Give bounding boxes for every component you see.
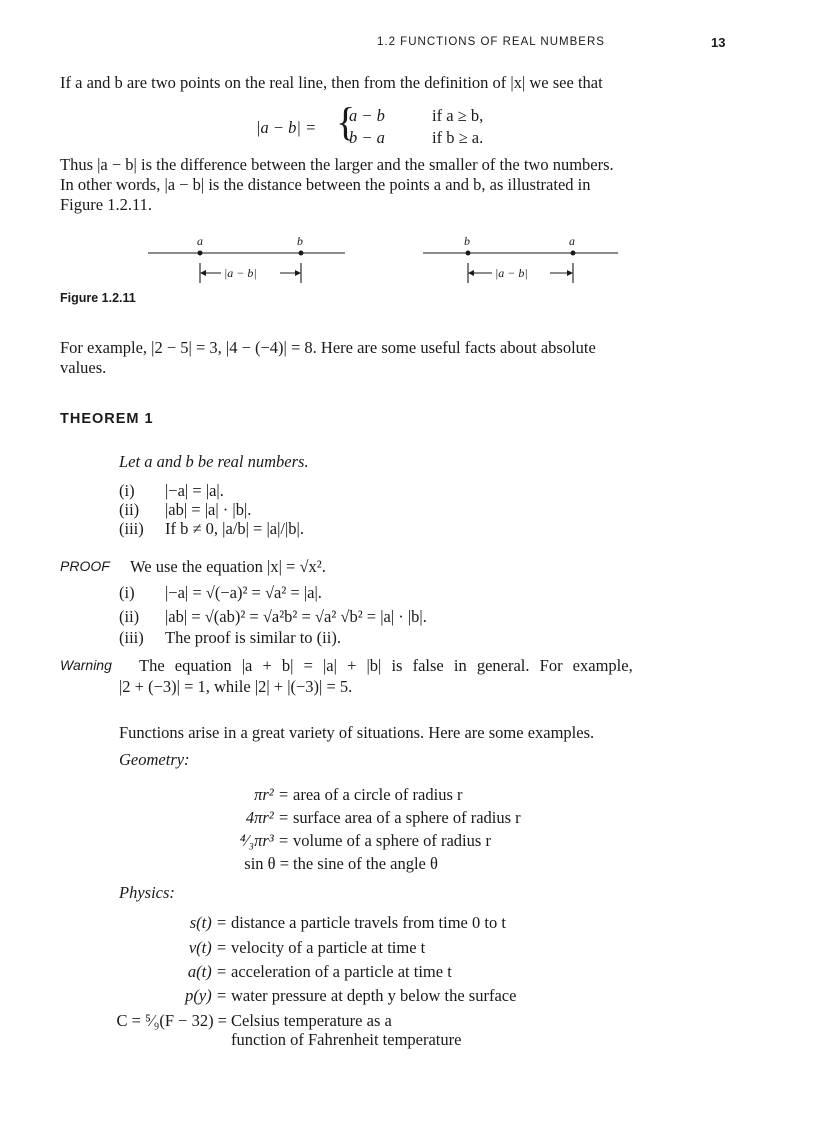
proof-item-text: |−a| = √(−a)² = √a² = |a|. — [165, 583, 322, 602]
left-label-b: b — [297, 234, 303, 248]
physics-lhs: s(t) = — [189, 913, 227, 932]
theorem-item-text: |ab| = |a| · |b|. — [165, 500, 252, 519]
geometry-label: Geometry: — [119, 750, 190, 769]
functions-intro: Functions arise in a great variety of situations. Here are some examples. — [119, 723, 595, 742]
physics-lhs: v(t) = — [188, 938, 227, 957]
right-label-a: a — [569, 234, 575, 248]
theorem-item-num: (i) — [119, 481, 135, 500]
right-distance-label: |a − b| — [495, 266, 528, 280]
left-point-b — [299, 251, 304, 256]
case2-condition: if b ≥ a. — [432, 128, 484, 147]
warning-line-1: The equation |a + b| = |a| + |b| is false in general. For example, — [139, 656, 633, 675]
left-label-a: a — [197, 234, 203, 248]
case1-expression: a − b — [349, 106, 385, 125]
geometry-rhs: volume of a sphere of radius r — [293, 831, 491, 850]
right-point-b — [466, 251, 471, 256]
proof-item-num: (iii) — [119, 628, 144, 647]
page-number: 13 — [711, 35, 726, 50]
proof-item-text: The proof is similar to (ii). — [165, 628, 341, 647]
left-point-a — [198, 251, 203, 256]
case1-condition: if a ≥ b, — [432, 106, 484, 125]
right-label-b: b — [464, 234, 470, 248]
proof-item-num: (ii) — [119, 607, 140, 626]
theorem-item-text: If b ≠ 0, |a/b| = |a|/|b|. — [165, 519, 304, 538]
figure-caption: Figure 1.2.11 — [60, 291, 136, 305]
geometry-lhs: 4πr² = — [245, 808, 289, 827]
geometry-lhs: ⁴⁄₃πr³ = — [239, 831, 289, 850]
geometry-rhs: the sine of the angle θ — [293, 854, 438, 873]
physics-lhs: p(y) = — [185, 986, 227, 1005]
theorem-heading: THEOREM 1 — [60, 411, 154, 427]
physics-lhs: a(t) = — [187, 962, 227, 981]
physics-rhs: velocity of a particle at time t — [231, 938, 426, 957]
proof-intro: We use the equation |x| = √x². — [130, 557, 326, 576]
geometry-lhs: πr² = — [254, 785, 289, 804]
intro-text: If a and b are two points on the real line, then from the definition of |x| we see that — [60, 73, 603, 92]
proof-item-num: (i) — [119, 583, 135, 602]
running-title: 1.2 FUNCTIONS OF REAL NUMBERS — [377, 36, 605, 48]
physics-rhs: acceleration of a particle at time t — [231, 962, 452, 981]
case2-expression: b − a — [349, 128, 385, 147]
warning-line-2: |2 + (−3)| = 1, while |2| + |(−3)| = 5. — [119, 677, 353, 696]
physics-continuation: function of Fahrenheit temperature — [231, 1030, 462, 1049]
paragraph-line-1: Thus |a − b| is the difference between the larger and the smaller of the two numbers. — [60, 155, 614, 174]
geometry-rhs: surface area of a sphere of radius r — [293, 808, 521, 827]
paragraph-line-3: Figure 1.2.11. — [60, 195, 152, 214]
physics-rhs: Celsius temperature as a — [231, 1011, 392, 1030]
piecewise-lhs: |a − b| = — [256, 118, 317, 137]
physics-lhs: C = ⁵⁄₉(F − 32) = — [116, 1011, 227, 1030]
proof-label: PROOF — [60, 558, 110, 574]
physics-label: Physics: — [119, 883, 175, 902]
theorem-item-num: (ii) — [119, 500, 140, 519]
right-point-a — [571, 251, 576, 256]
geometry-rhs: area of a circle of radius r — [293, 785, 463, 804]
geometry-lhs: sin θ = — [244, 854, 289, 873]
example-line-2: values. — [60, 358, 107, 377]
physics-rhs: water pressure at depth y below the surface — [231, 986, 517, 1005]
proof-item-text: |ab| = √(ab)² = √a²b² = √a² √b² = |a| · |b|. — [165, 607, 427, 626]
theorem-item-num: (iii) — [119, 519, 144, 538]
theorem-item-text: |−a| = |a|. — [165, 481, 224, 500]
left-distance-label: |a − b| — [224, 266, 257, 280]
left-brace: { — [336, 99, 356, 144]
example-line-1: For example, |2 − 5| = 3, |4 − (−4)| = 8. Here are some useful facts about absolute — [60, 338, 596, 357]
warning-label: Warning — [60, 657, 112, 673]
paragraph-line-2: In other words, |a − b| is the distance between the points a and b, as illustrated in — [60, 175, 591, 194]
figure-number-lines — [140, 228, 640, 290]
theorem-statement: Let a and b be real numbers. — [119, 452, 309, 471]
physics-rhs: distance a particle travels from time 0 to t — [231, 913, 506, 932]
